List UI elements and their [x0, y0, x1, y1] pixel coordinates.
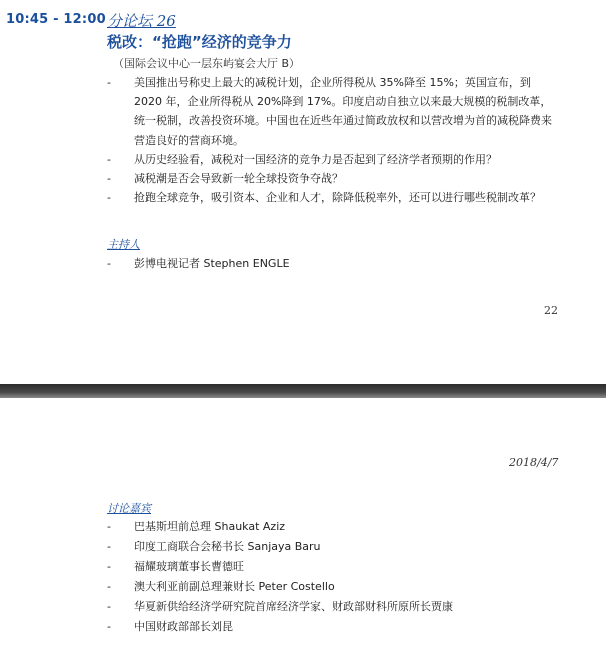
list-item [107, 617, 453, 637]
dash-bullet: - [107, 520, 111, 533]
topic-text: 减税潮是否会导致新一轮全球投资争夺战？ [134, 172, 343, 186]
list-item [107, 254, 290, 273]
guest-name: 华夏新供给经济学研究院首席经济学家、财政部财科所原所长贾康 [134, 600, 453, 613]
list-item [107, 169, 557, 188]
guest-name: 巴基斯坦前总理 Shaukat Aziz [134, 520, 286, 533]
dash-bullet: - [107, 600, 111, 613]
topic-text: 从历史经验看，减税对一国经济的竞争力是否起到了经济学者预期的作用？ [134, 152, 497, 166]
host-name: 彭博电视记者 Stephen ENGLE [134, 257, 290, 270]
guests-heading: 讨论嘉宾 [107, 502, 151, 515]
dash-bullet: - [107, 172, 111, 186]
list-item [107, 150, 557, 169]
dash-bullet: - [107, 620, 111, 633]
guest-name: 福耀玻璃董事长曹德旺 [134, 560, 244, 573]
dash-bullet: - [107, 152, 111, 166]
list-item [107, 188, 557, 207]
dash-bullet: - [107, 76, 111, 89]
list-item [107, 597, 453, 617]
page-number: 22 [544, 304, 558, 317]
topic-text: 美国推出号称史上最大的减税计划，企业所得税从 35%降至 15%；英国宣布，到 2020 年，企业所得税从 20%降到 17%。印度启动自独立以来最大规模的税制改革，统一税制，改善投资环境。中国也在近些年通过简政放权和以营改增为首的减税降费来营造良好的营商环境。 [134, 76, 552, 147]
session-venue: （国际会议中心一层东屿宴会大厅 B） [113, 57, 301, 70]
dash-bullet: - [107, 191, 111, 205]
dash-bullet: - [107, 257, 111, 270]
list-item [107, 557, 453, 577]
session-time: 10:45 - 12:00 [6, 12, 106, 27]
dash-bullet: - [107, 540, 111, 553]
list-item [107, 517, 453, 537]
page-date: 2018/4/7 [509, 456, 559, 469]
dash-bullet: - [107, 560, 111, 573]
host-heading: 主持人 [107, 238, 140, 251]
session-number: 分论坛 26 [107, 12, 176, 30]
list-item [107, 73, 557, 150]
guest-name: 中国财政部部长刘昆 [134, 620, 233, 633]
session-title: 税改：“抢跑”经济的竞争力 [107, 33, 292, 51]
topic-text: 抢跑全球竞争，吸引资本、企业和人才，除降低税率外，还可以进行哪些税制改革？ [134, 191, 541, 205]
dash-bullet: - [107, 580, 111, 593]
guest-name: 澳大利亚前副总理兼财长 Peter Costello [134, 580, 335, 593]
list-item [107, 537, 453, 557]
host-list [107, 254, 290, 273]
page-divider [0, 384, 606, 398]
list-item [107, 577, 453, 597]
guest-list [107, 517, 453, 637]
topic-list [107, 73, 557, 207]
guest-name: 印度工商联合会秘书长 Sanjaya Baru [134, 540, 321, 553]
